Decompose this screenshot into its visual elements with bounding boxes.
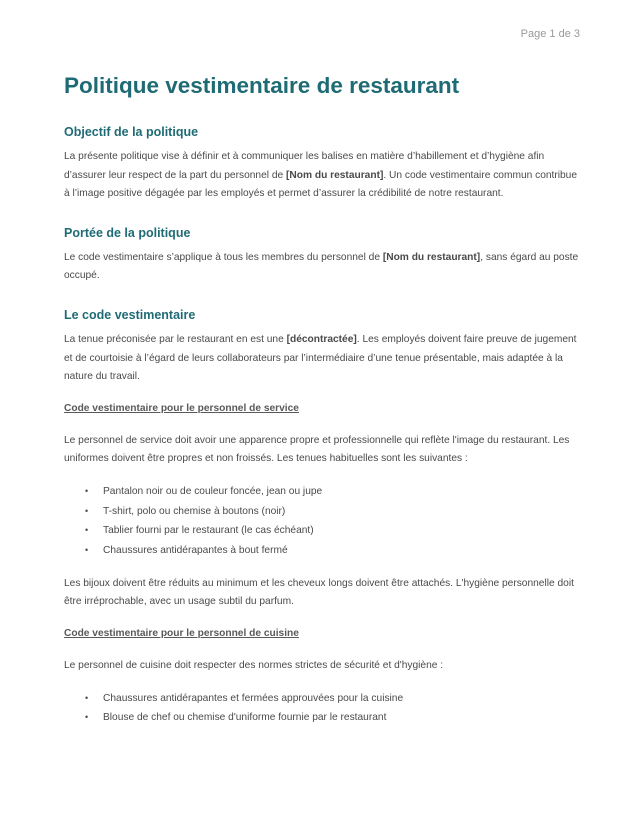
list-item-label: Chaussures antidérapantes et fermées approuvées pour la cuisine [103, 692, 404, 704]
list-item-label: Blouse de chef ou chemise d'uniforme fournie par le restaurant [103, 712, 387, 724]
section-scope [64, 224, 580, 286]
document-title: Politique vestimentaire de restaurant [64, 73, 460, 98]
kitchen-items-list [64, 689, 580, 728]
service-intro-paragraph: Le personnel de service doit avoir une apparence propre et professionnelle qui reflète l'image du restaurant. Les uniformes doivent être propres et non froissés. Les tenues habituelles sont les suivantes : [64, 434, 570, 465]
dress-code-paragraph [64, 331, 580, 387]
text-span: , sans égard au poste occupé. [64, 251, 579, 282]
text-span: . Les employés doivent faire preuve de jugement et de courtoisie à l’égard de leurs collaborateurs par l’intermédiaire d’une tenue présentable, mais adaptée à la nature du travail. [64, 333, 577, 383]
bullet-icon: • [85, 692, 89, 703]
text-span: Le code vestimentaire s’applique à tous les membres du personnel de [64, 251, 383, 263]
dress-style-placeholder: [décontractée] [286, 333, 357, 345]
list-item [64, 689, 580, 709]
objective-paragraph [64, 148, 580, 204]
text-span: . Un code vestimentaire commun contribue à l’image positive dégagée par les employés et permet d’assurer la crédibilité de notre restaurant. [64, 169, 578, 200]
section-objective [64, 123, 580, 204]
list-item-label: T-shirt, polo ou chemise à boutons (noir) [103, 505, 286, 517]
kitchen-intro-paragraph: Le personnel de cuisine doit respecter des normes strictes de sécurité et d'hygiène : [64, 659, 444, 671]
restaurant-name-placeholder: [Nom du restaurant] [286, 169, 384, 181]
scope-paragraph [64, 249, 580, 286]
subheading-service-staff: Code vestimentaire pour le personnel de service [64, 402, 299, 414]
bullet-icon: • [85, 505, 89, 516]
page-indicator: Page 1 de 3 [520, 28, 580, 40]
document-body [64, 72, 580, 728]
section-dress-code [64, 306, 580, 728]
restaurant-name-placeholder: [Nom du restaurant] [382, 251, 481, 263]
bullet-icon: • [85, 525, 89, 536]
subheading-kitchen-staff: Code vestimentaire pour le personnel de cuisine [64, 627, 299, 639]
section-heading-dress-code: Le code vestimentaire [64, 307, 196, 322]
list-item [64, 482, 580, 502]
bullet-icon: • [85, 712, 89, 723]
list-item [64, 521, 580, 541]
section-heading-objective: Objectif de la politique [64, 125, 199, 139]
bullet-icon: • [85, 485, 89, 496]
bullet-icon: • [85, 545, 89, 556]
list-item-label: Chaussures antidérapantes à bout fermé [103, 545, 288, 557]
list-item-label: Pantalon noir ou de couleur foncée, jean ou jupe [103, 485, 323, 497]
list-item [64, 708, 580, 728]
service-items-list [64, 482, 580, 561]
list-item [64, 502, 580, 522]
list-item-label: Tablier fourni par le restaurant (le cas échéant) [103, 525, 314, 537]
service-note-paragraph: Les bijoux doivent être réduits au minimum et les cheveux longs doivent être attachés. L'hygiène personnelle doit être irréprochable, avec un usage subtil du parfum. [64, 577, 574, 608]
section-heading-scope: Portée de la politique [64, 225, 191, 240]
list-item [64, 541, 580, 561]
text-span: La présente politique vise à définir et à communiquer les balises en matière d’habillement et d’hygiène afin d’assurer leur respect de la part du personnel de [64, 151, 545, 181]
text-span: La tenue préconisée par le restaurant en est une [64, 333, 287, 345]
